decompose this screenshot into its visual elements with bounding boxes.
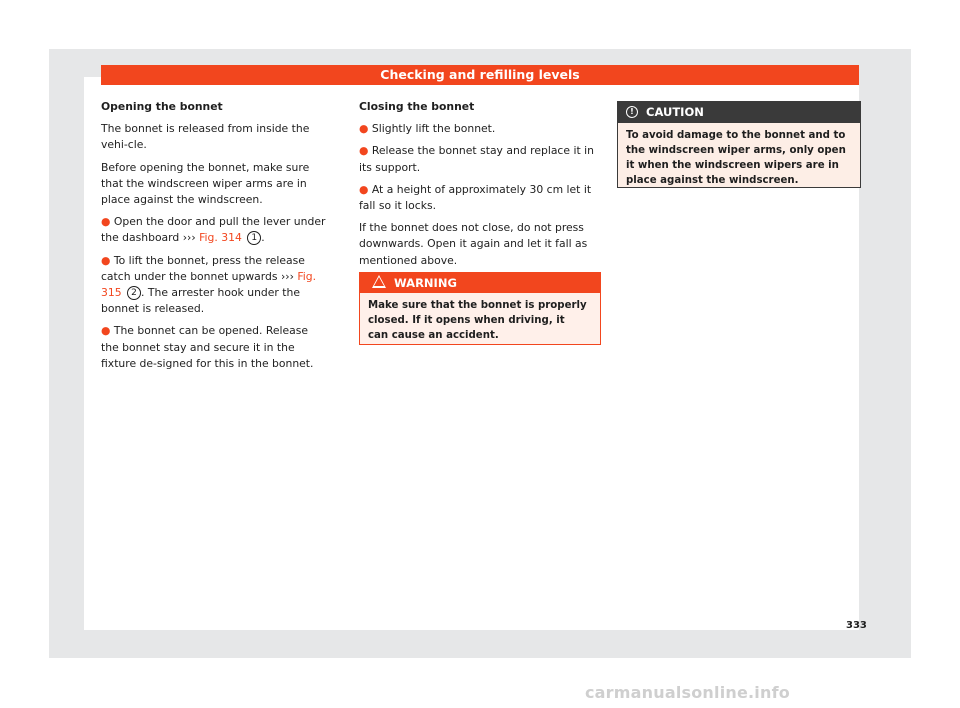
ref-arrow: ››› [280,269,294,283]
ref-arrow: ››› [182,231,196,245]
paragraph-before-opening: Before opening the bonnet, make sure that the windscreen wiper arms are in place against the windscreen. [101,160,310,207]
figure-link-315[interactable]: Fig. 315 [101,269,317,300]
bullet-icon: ● [101,324,111,338]
bullet-text: Open the door and pull the lever under the dashboard [101,215,326,245]
warning-box [359,272,601,345]
heading-opening: Opening the bonnet [101,100,223,113]
figure-link-314[interactable]: Fig. 314 [199,231,242,245]
caution-title: CAUTION [646,105,704,119]
warning-text: Make sure that the bonnet is properly closed. If it opens when driving, it can cause an accident. [368,300,587,341]
page-number: 333 [846,620,867,631]
warning-title: WARNING [394,276,457,290]
bullet-icon: ● [101,253,111,267]
bullet-text: The bonnet can be opened. Release the bonnet stay and secure it in the fixture de-signed for this in the bonnet. [101,324,314,370]
bullet-text: At a height of approximately 30 cm let it fall so it locks. [359,182,592,213]
caution-header [618,102,860,123]
bullet-let-fall [359,182,601,214]
bullet-bonnet-opened [101,323,327,372]
bullet-text: To lift the bonnet, press the release catch under the bonnet upwards [101,253,305,283]
bullet-end: . The arrester hook under the bonnet is released. [101,286,301,316]
bullet-icon: ● [359,182,369,196]
bullet-icon: ● [359,144,369,158]
warning-triangle-icon [372,275,386,288]
bullet-icon: ● [359,122,369,136]
bullet-end: . [261,231,265,245]
column-closing [359,99,601,275]
watermark: carmanualsonline.info [585,683,790,702]
section-header: Checking and refilling levels [101,65,859,85]
bullet-text: Slightly lift the bonnet. [371,122,496,136]
info-circle-icon: ! [626,106,638,118]
callout-number: 2 [127,286,141,300]
column-opening [101,99,327,378]
bullet-open-door [101,214,327,246]
bullet-lift-bonnet [101,253,327,318]
bullet-text: Release the bonnet stay and replace it in its support. [359,144,594,174]
bullet-release-stay [359,143,601,175]
paragraph-release: The bonnet is released from inside the vehi-cle. [101,122,310,152]
caution-text: To avoid damage to the bonnet and to the windscreen wiper arms, only open it when the windscreen wipers are in place against the windscreen. [626,130,846,186]
caution-box [617,101,861,188]
bullet-lift [359,121,601,137]
warning-header [360,273,600,293]
paragraph-not-close: If the bonnet does not close, do not press downwards. Open it again and let it fall as mentioned above. [359,221,588,267]
bullet-icon: ● [101,215,111,229]
callout-number: 1 [247,231,261,245]
heading-closing: Closing the bonnet [359,100,475,113]
